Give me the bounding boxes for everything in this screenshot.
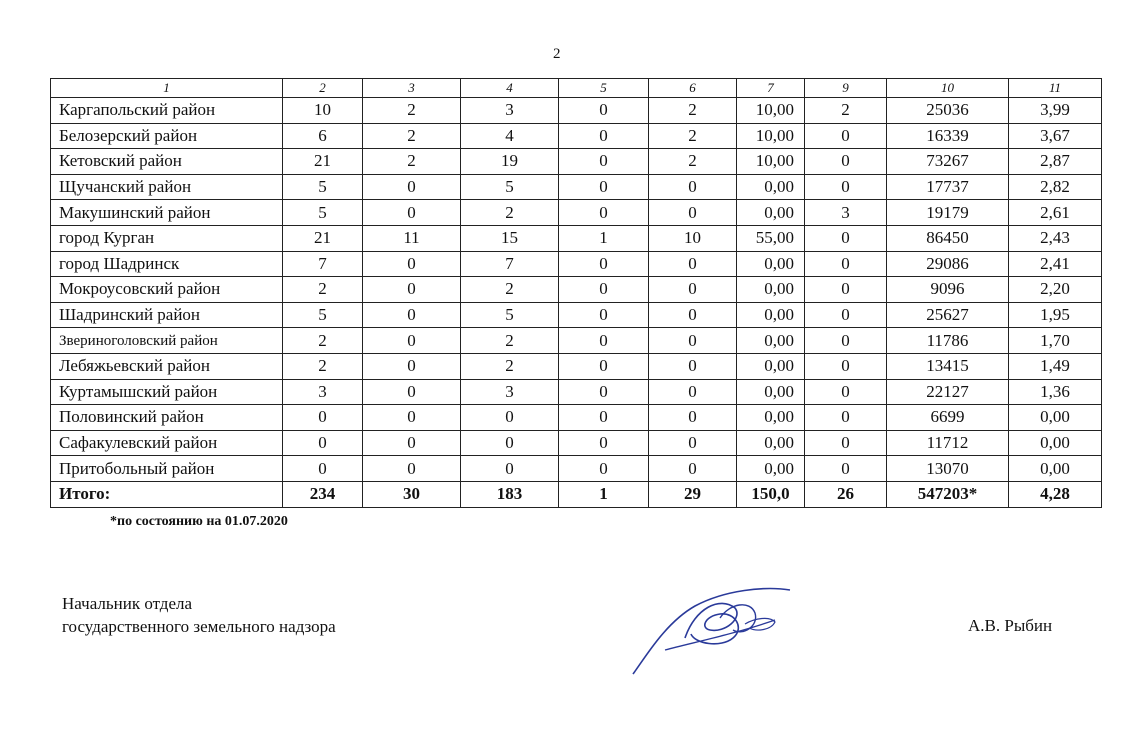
district-name-cell: Щучанский район [51,174,283,200]
table-cell: 1,49 [1009,353,1102,379]
table-cell: 0 [805,353,887,379]
table-cell: 2 [363,98,461,124]
district-name-cell: Звериноголовский район [51,328,283,354]
table-cell: 21 [283,149,363,175]
table-cell: 0,00 [1009,456,1102,482]
table-row [51,353,1102,379]
table-cell: 0 [805,174,887,200]
table-cell: 5 [283,174,363,200]
table-cell: 0,00 [737,251,805,277]
table-cell: 0 [805,149,887,175]
column-header: 3 [363,79,461,98]
signatory-position [62,592,336,638]
column-header: 7 [737,79,805,98]
district-name-cell: Кетовский район [51,149,283,175]
table-cell: 25627 [887,302,1009,328]
column-header: 4 [461,79,559,98]
table-cell: 0 [805,328,887,354]
table-cell: 73267 [887,149,1009,175]
table-cell: 0,00 [737,379,805,405]
table-cell: 11712 [887,430,1009,456]
table-cell: 0,00 [1009,430,1102,456]
table-cell: 0 [461,405,559,431]
district-name-cell: Каргапольский район [51,98,283,124]
table-cell: 1 [559,225,649,251]
table-cell: 0 [805,456,887,482]
table-row [51,149,1102,175]
table-cell: 2 [283,328,363,354]
table-cell: 0 [363,200,461,226]
table-cell: 0,00 [737,200,805,226]
table-cell: 5 [461,174,559,200]
table-row [51,405,1102,431]
table-cell: 3 [461,98,559,124]
column-header: 11 [1009,79,1102,98]
table-cell: 2,41 [1009,251,1102,277]
table-cell: 0 [559,456,649,482]
table-row [51,456,1102,482]
table-cell: 3,67 [1009,123,1102,149]
table-cell: 0 [363,302,461,328]
table-cell: 22127 [887,379,1009,405]
table-cell: 0 [559,149,649,175]
column-header: 5 [559,79,649,98]
table-cell: 19179 [887,200,1009,226]
signatory-position-line1: Начальник отдела [62,594,193,613]
table-cell: 0 [805,379,887,405]
table-cell: 0 [649,405,737,431]
table-cell: 4 [461,123,559,149]
table-cell: 2 [461,200,559,226]
table-cell: 2 [461,277,559,303]
table-cell: 0 [805,405,887,431]
table-cell: 11786 [887,328,1009,354]
table-cell: 17737 [887,174,1009,200]
table-cell: 0 [649,200,737,226]
table-cell: 2,20 [1009,277,1102,303]
statistics-table [50,78,1102,508]
table-cell: 3,99 [1009,98,1102,124]
table-cell: 0 [283,456,363,482]
table-cell: 0 [283,430,363,456]
table-cell: 0 [363,353,461,379]
table-cell: 29086 [887,251,1009,277]
table-cell: 0 [559,430,649,456]
table-cell: 21 [283,225,363,251]
table-cell: 5 [283,200,363,226]
table-cell: 10,00 [737,123,805,149]
district-name-cell: Куртамышский район [51,379,283,405]
table-cell: 7 [283,251,363,277]
total-label: Итого: [51,481,283,507]
table-cell: 25036 [887,98,1009,124]
table-cell: 15 [461,225,559,251]
table-cell: 0 [559,251,649,277]
table-cell: 3 [805,200,887,226]
table-cell: 0 [559,405,649,431]
table-cell: 0,00 [737,456,805,482]
table-cell: 10 [283,98,363,124]
handwritten-signature [625,578,795,678]
table-cell: 13415 [887,353,1009,379]
column-header: 10 [887,79,1009,98]
table-cell: 0 [363,456,461,482]
total-cell: 30 [363,481,461,507]
table-cell: 2,61 [1009,200,1102,226]
table-cell: 2 [461,353,559,379]
table-row [51,379,1102,405]
table-cell: 11 [363,225,461,251]
total-cell: 547203* [887,481,1009,507]
table-cell: 1,36 [1009,379,1102,405]
table-cell: 0 [649,302,737,328]
table-cell: 2 [363,123,461,149]
table-row [51,430,1102,456]
table-cell: 0 [559,200,649,226]
table-cell: 0 [559,302,649,328]
signatory-position-line2: государственного земельного надзора [62,617,336,636]
table-cell: 2,43 [1009,225,1102,251]
table-cell: 0 [283,405,363,431]
table-cell: 0 [649,456,737,482]
district-name-cell: город Курган [51,225,283,251]
district-name-cell: Мокроусовский район [51,277,283,303]
table-row [51,123,1102,149]
table-cell: 2 [649,149,737,175]
table-cell: 2 [283,277,363,303]
table-cell: 0 [805,302,887,328]
table-cell: 0 [649,277,737,303]
total-cell: 4,28 [1009,481,1102,507]
table-cell: 0,00 [737,405,805,431]
table-cell: 2,82 [1009,174,1102,200]
table-cell: 2 [283,353,363,379]
total-cell: 183 [461,481,559,507]
table-cell: 19 [461,149,559,175]
district-name-cell: Сафакулевский район [51,430,283,456]
total-row [51,481,1102,507]
table-row [51,328,1102,354]
table-cell: 0 [461,456,559,482]
table-cell: 2 [649,123,737,149]
table-row [51,251,1102,277]
table-cell: 2 [805,98,887,124]
table-cell: 0,00 [1009,405,1102,431]
column-header: 6 [649,79,737,98]
column-header: 2 [283,79,363,98]
table-cell: 7 [461,251,559,277]
district-name-cell: Белозерский район [51,123,283,149]
table-cell: 0 [559,353,649,379]
table-row [51,98,1102,124]
table-cell: 0 [649,174,737,200]
table-cell: 0 [363,430,461,456]
table-cell: 0 [559,277,649,303]
district-name-cell: Лебяжьевский район [51,353,283,379]
district-name-cell: Макушинский район [51,200,283,226]
table-cell: 0,00 [737,353,805,379]
table-cell: 0 [649,430,737,456]
table-body [51,98,1102,508]
total-cell: 234 [283,481,363,507]
table-cell: 86450 [887,225,1009,251]
total-cell: 26 [805,481,887,507]
table-cell: 2 [363,149,461,175]
table-cell: 0,00 [737,277,805,303]
district-name-cell: город Шадринск [51,251,283,277]
table-cell: 0 [649,251,737,277]
table-row [51,200,1102,226]
table-cell: 1,70 [1009,328,1102,354]
table-cell: 0 [559,98,649,124]
table-cell: 0 [649,328,737,354]
total-cell: 29 [649,481,737,507]
table-cell: 2,87 [1009,149,1102,175]
table-row [51,277,1102,303]
table-cell: 2 [649,98,737,124]
table-cell: 0 [363,405,461,431]
table-cell: 3 [461,379,559,405]
table-row [51,302,1102,328]
table-cell: 0,00 [737,174,805,200]
table-cell: 0 [363,251,461,277]
table-cell: 0,00 [737,302,805,328]
table-cell: 0 [649,379,737,405]
footnote: *по состоянию на 01.07.2020 [110,514,288,529]
table-cell: 1,95 [1009,302,1102,328]
table-cell: 0 [559,174,649,200]
district-name-cell: Притобольный район [51,456,283,482]
table-cell: 13070 [887,456,1009,482]
table-row [51,225,1102,251]
table-cell: 0 [559,123,649,149]
table-cell: 0 [805,123,887,149]
district-name-cell: Шадринский район [51,302,283,328]
table-cell: 10,00 [737,149,805,175]
table-cell: 5 [283,302,363,328]
table-cell: 0 [363,328,461,354]
table-cell: 6699 [887,405,1009,431]
table-cell: 9096 [887,277,1009,303]
table-cell: 0 [805,430,887,456]
table-cell: 0 [805,251,887,277]
table-header [51,79,1102,98]
table-cell: 16339 [887,123,1009,149]
table-cell: 0 [363,174,461,200]
table-cell: 0 [559,328,649,354]
signatory-name: А.В. Рыбин [968,616,1053,635]
table-cell: 0 [805,225,887,251]
table-cell: 0 [805,277,887,303]
table-cell: 55,00 [737,225,805,251]
table-cell: 6 [283,123,363,149]
table-cell: 10,00 [737,98,805,124]
district-name-cell: Половинский район [51,405,283,431]
total-cell: 150,0 [737,481,805,507]
table-cell: 3 [283,379,363,405]
column-header: 1 [51,79,283,98]
table-cell: 0 [363,379,461,405]
column-header: 9 [805,79,887,98]
table-row [51,174,1102,200]
table-cell: 0 [461,430,559,456]
table-cell: 0 [559,379,649,405]
table-cell: 0,00 [737,328,805,354]
table-cell: 5 [461,302,559,328]
table-cell: 2 [461,328,559,354]
table-cell: 0,00 [737,430,805,456]
page-number: 2 [553,46,561,62]
table-cell: 0 [649,353,737,379]
total-cell: 1 [559,481,649,507]
table-cell: 10 [649,225,737,251]
table-cell: 0 [363,277,461,303]
